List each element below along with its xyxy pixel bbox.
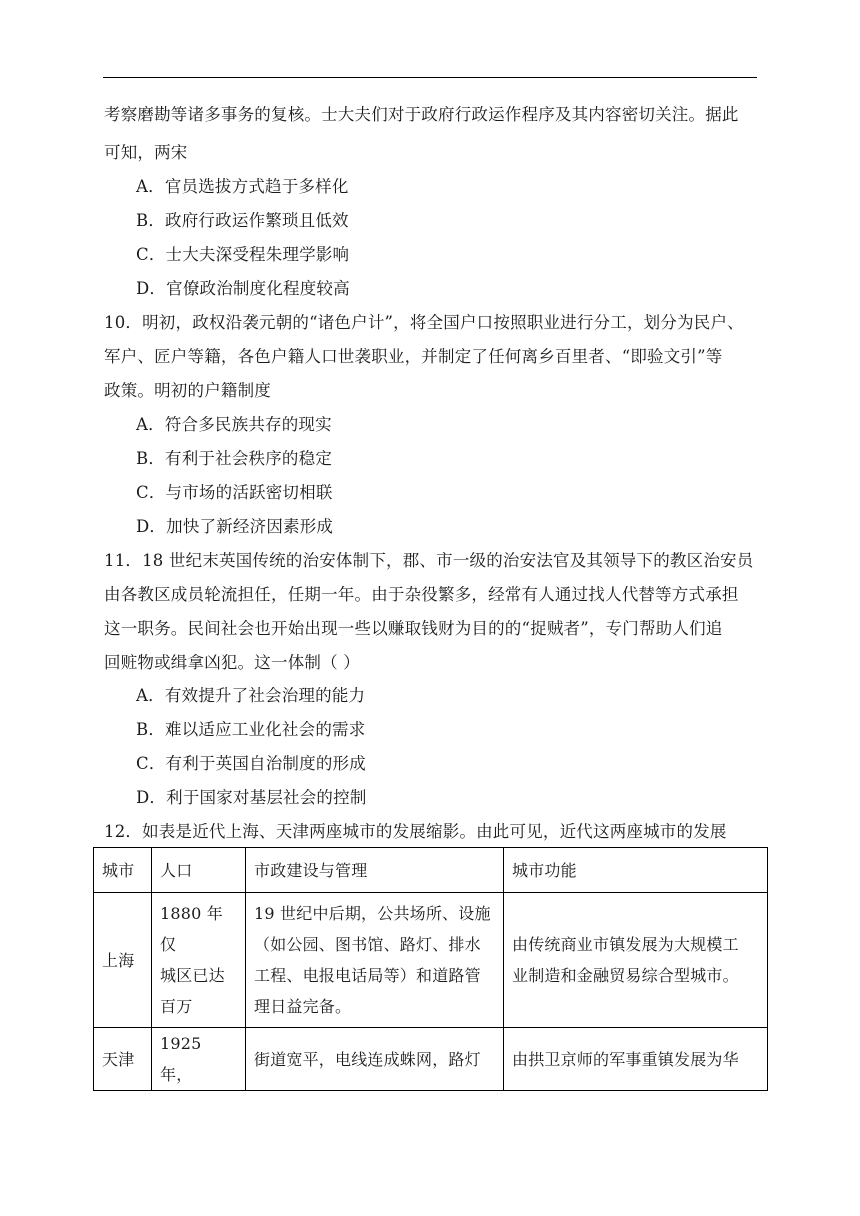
q11-stem-line: 这一职务。民间社会也开始出现一些以赚取钱财为目的的“捉贼者”，专门帮助人们追 — [104, 619, 723, 638]
table-row — [94, 1028, 768, 1091]
q10-stem-line: 军户、匠户等籍，各色户籍人口世袭职业，并制定了任何离乡百里者、“即验文引”等 — [104, 347, 723, 366]
city-cell: 天津 — [94, 1028, 152, 1091]
paragraph-line: 可知，两宋 — [104, 143, 188, 162]
cell-line: 由拱卫京师的军事重镇发展为华 — [512, 1049, 739, 1069]
q11-option-b: B．难以适应工业化社会的需求 — [136, 720, 366, 739]
cell-line: 理日益完备。 — [254, 997, 352, 1016]
cell-line: （如公园、图书馆、路灯、排水 — [254, 935, 481, 954]
q11-option-a: A．有效提升了社会治理的能力 — [136, 686, 366, 705]
q11-stem-line: 回赃物或缉拿凶犯。这一体制（ ） — [104, 653, 360, 672]
cell-line: 百万 — [160, 997, 193, 1016]
q9-option-b: B．政府行政运作繁琐且低效 — [136, 211, 349, 230]
cell-line: 街道宽平，电线连成蛛网，路灯 — [254, 1049, 481, 1069]
municipal-cell — [246, 1028, 504, 1091]
q10-stem-line: 政策。明初的户籍制度 — [104, 381, 271, 400]
city-development-table — [93, 847, 768, 1091]
cell-line: 1925 年， — [160, 1034, 202, 1084]
cell-line: 1880 年仅 — [160, 904, 224, 954]
cell-line: 19 世纪中后期，公共场所、设施 — [254, 904, 491, 923]
population-cell — [152, 893, 246, 1028]
cell-line: 业制造和金融贸易综合型城市。 — [512, 966, 739, 985]
paragraph-line: 考察磨勘等诸多事务的复核。士大夫们对于政府行政运作程序及其内容密切关注。据此 — [104, 105, 739, 124]
function-cell — [504, 893, 768, 1028]
table-header-cell: 城市功能 — [504, 848, 768, 893]
q11-stem-line: 11．18 世纪末英国传统的治安体制下，郡、市一级的治安法官及其领导下的教区治安员 — [104, 551, 754, 570]
population-cell — [152, 1028, 246, 1091]
q9-option-a: A．官员选拔方式趋于多样化 — [136, 177, 349, 196]
q10-option-a: A．符合多民族共存的现实 — [136, 415, 332, 434]
q9-option-d: D．官僚政治制度化程度较高 — [136, 279, 350, 298]
q10-option-c: C．与市场的活跃密切相联 — [136, 483, 333, 502]
q11-stem-line: 由各教区成员轮流担任，任期一年。由于杂役繁多，经常有人通过找人代替等方式承担 — [104, 585, 739, 604]
q10-option-b: B．有利于社会秩序的稳定 — [136, 449, 333, 468]
q9-option-c: C．士大夫深受程朱理学影响 — [136, 245, 350, 264]
table-header-cell: 人口 — [152, 848, 246, 893]
q11-option-c: C．有利于英国自治制度的形成 — [136, 754, 366, 773]
table-row — [94, 893, 768, 1028]
function-cell — [504, 1028, 768, 1091]
cell-line: 由传统商业市镇发展为大规模工 — [512, 935, 739, 954]
municipal-cell — [246, 893, 504, 1028]
table-header-row — [94, 848, 768, 893]
q10-stem-line: 10．明初，政权沿袭元朝的“诸色户计”，将全国户口按照职业进行分工，划分为民户、 — [104, 313, 744, 332]
q10-option-d: D．加快了新经济因素形成 — [136, 517, 334, 536]
cell-line: 城区已达 — [160, 966, 225, 985]
q12-stem-line: 12．如表是近代上海、天津两座城市的发展缩影。由此可见，近代这两座城市的发展 — [104, 822, 727, 841]
cell-line: 工程、电报电话局等）和道路管 — [254, 966, 481, 985]
city-cell: 上海 — [94, 893, 152, 1028]
table-header-cell: 市政建设与管理 — [246, 848, 504, 893]
header-rule — [103, 77, 757, 78]
q11-option-d: D．利于国家对基层社会的控制 — [136, 788, 367, 807]
table-header-cell: 城市 — [94, 848, 152, 893]
